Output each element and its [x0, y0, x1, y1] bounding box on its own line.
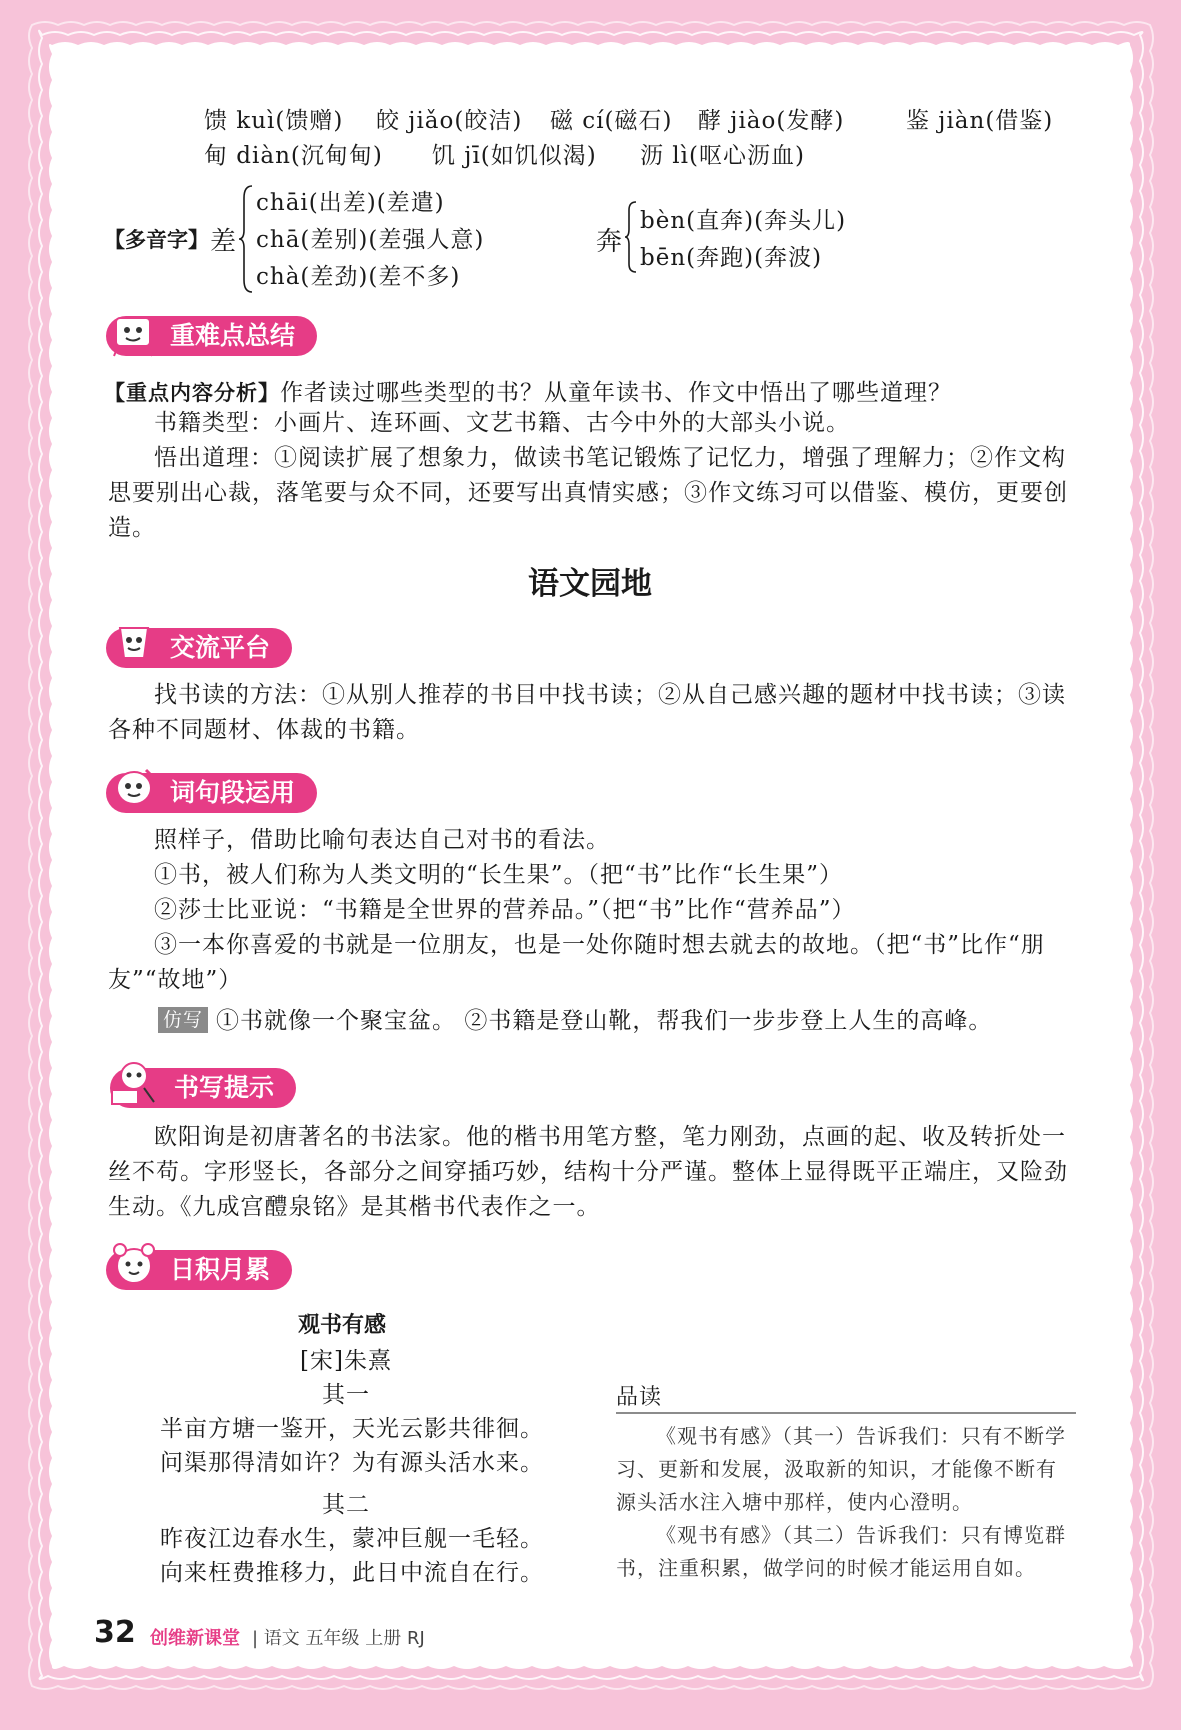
review-paragraph-2: 《观书有感》（其二）告诉我们：只有博览群书，注重积累，做学问的时候才能运用自如。 [616, 1523, 1066, 1580]
usage-intro: 照样子，借助比喻句表达自己对书的看法。 [154, 827, 610, 853]
mascot-pencil-icon [106, 764, 162, 814]
main-title: 语文园地 [528, 566, 652, 602]
usage-example-3: ③一本你喜爱的书就是一位朋友，也是一处你随时想去就去的故地。（把“书”比作“朋友”“故地”） [108, 932, 1045, 993]
summary-label: 【重点内容分析】 [104, 381, 280, 405]
page-number: 32 [94, 1615, 136, 1650]
imitation-tag: 仿写 [158, 1007, 208, 1033]
usage-answer-line [158, 1002, 992, 1035]
summary-types: 书籍类型：小画片、连环画、文艺书籍、古今中外的大部头小说。 [154, 410, 850, 436]
usage-example-2: ②莎士比亚说：“书籍是全世界的营养品。”（把“书”比作“营养品”） [154, 897, 856, 923]
section-header-summary: 重难点总结 [106, 316, 317, 356]
section-header-usage: 词句段运用 [106, 773, 317, 813]
summary-question: 作者读过哪些类型的书？从童年读书、作文中悟出了哪些道理？ [280, 380, 952, 406]
poem-line: 问渠那得清如许？为有源头活水来。 [160, 1450, 544, 1476]
review-label: 品读 [616, 1385, 663, 1410]
writing-text: 欧阳询是初唐著名的书法家。他的楷书用笔方整，笔力刚劲，点画的起、收及转折处一丝不苟。字形竖长，各部分之间穿插巧妙，结构十分严谨。整体上显得既平正端庄，又险劲生动。《九成宫醴泉铭》是其楷书代表作之一。 [108, 1124, 1068, 1220]
polyphonic-reading: chà(差劲)(差不多) [256, 264, 461, 290]
usage-answer: ①书就像一个聚宝盆。 ②书籍是登山靴，帮我们一步步登上人生的高峰。 [216, 1008, 993, 1034]
poem-line: 半亩方塘一鉴开，天光云影共徘徊。 [160, 1416, 544, 1442]
polyphonic-char: 差 [210, 227, 238, 257]
vocab-item: 皎 jiǎo(皎洁) [376, 108, 523, 134]
exchange-text: 找书读的方法：①从别人推荐的书目中找书读；②从自己感兴趣的题材中找书读；③读各种不同题材、体裁的书籍。 [108, 682, 1066, 743]
mascot-cup-icon [106, 618, 162, 668]
vocab-item: 馈 kuì(馈赠) [204, 108, 344, 134]
vocab-item: 饥 jī(如饥似渴) [432, 143, 597, 169]
poem-line: 昨夜江边春水生，蒙冲巨舰一毛轻。 [160, 1526, 544, 1552]
section-header-daily: 日积月累 [106, 1250, 292, 1290]
polyphonic-reading: chāi(出差)(差遣) [256, 190, 445, 216]
summary-insight: 悟出道理：①阅读扩展了想象力，做读书笔记锻炼了记忆力，增强了理解力；②作文构思要别出心裁，落笔要与众不同，还要写出真情实感；③作文练习可以借鉴、模仿，更要创造。 [108, 445, 1068, 541]
vocab-item: 酵 jiào(发酵) [698, 108, 845, 134]
polyphonic-reading: chā(差别)(差强人意) [256, 227, 485, 253]
summary-question-line [104, 374, 952, 407]
poem-part2-title: 其二 [322, 1492, 370, 1518]
mascot-bear-icon [106, 1240, 162, 1290]
poem-title: 观书有感 [298, 1313, 387, 1338]
poem-line: 向来枉费推移力，此日中流自在行。 [160, 1560, 544, 1586]
review-divider [616, 1412, 1076, 1414]
footer-book-info: | 语文 五年级 上册 RJ [252, 1628, 425, 1649]
section-header-exchange: 交流平台 [106, 628, 292, 668]
polyphonic-reading: bēn(奔跑)(奔波) [640, 245, 823, 271]
mascot-writer-icon [104, 1058, 160, 1108]
page-content [70, 58, 1110, 1650]
polyphonic-char: 奔 [596, 227, 624, 257]
vocab-item: 鉴 jiàn(借鉴) [906, 108, 1054, 134]
usage-example-1: ①书，被人们称为人类文明的“长生果”。（把“书”比作“长生果”） [154, 862, 844, 888]
polyphonic-reading: bèn(直奔)(奔头儿) [640, 208, 847, 234]
polyphonic-label: 【多音字】 [104, 228, 209, 252]
brace-icon [238, 184, 254, 294]
vocab-item: 磁 cí(磁石) [550, 108, 673, 134]
poem-author: [宋]朱熹 [300, 1348, 392, 1374]
mascot-book-icon [106, 308, 162, 358]
brace-icon [624, 200, 638, 274]
section-header-writing: 书写提示 [110, 1068, 296, 1108]
poem-part1-title: 其一 [322, 1382, 370, 1408]
review-paragraph-1: 《观书有感》（其一）告诉我们：只有不断学习、更新和发展，汲取新的知识，才能像不断有源头活水注入塘中那样，使内心澄明。 [616, 1424, 1066, 1514]
vocab-item: 沥 lì(呕心沥血) [640, 143, 805, 169]
footer-brand: 创维新课堂 [150, 1628, 240, 1649]
vocab-item: 甸 diàn(沉甸甸) [204, 143, 383, 169]
review-body [616, 1420, 1076, 1585]
